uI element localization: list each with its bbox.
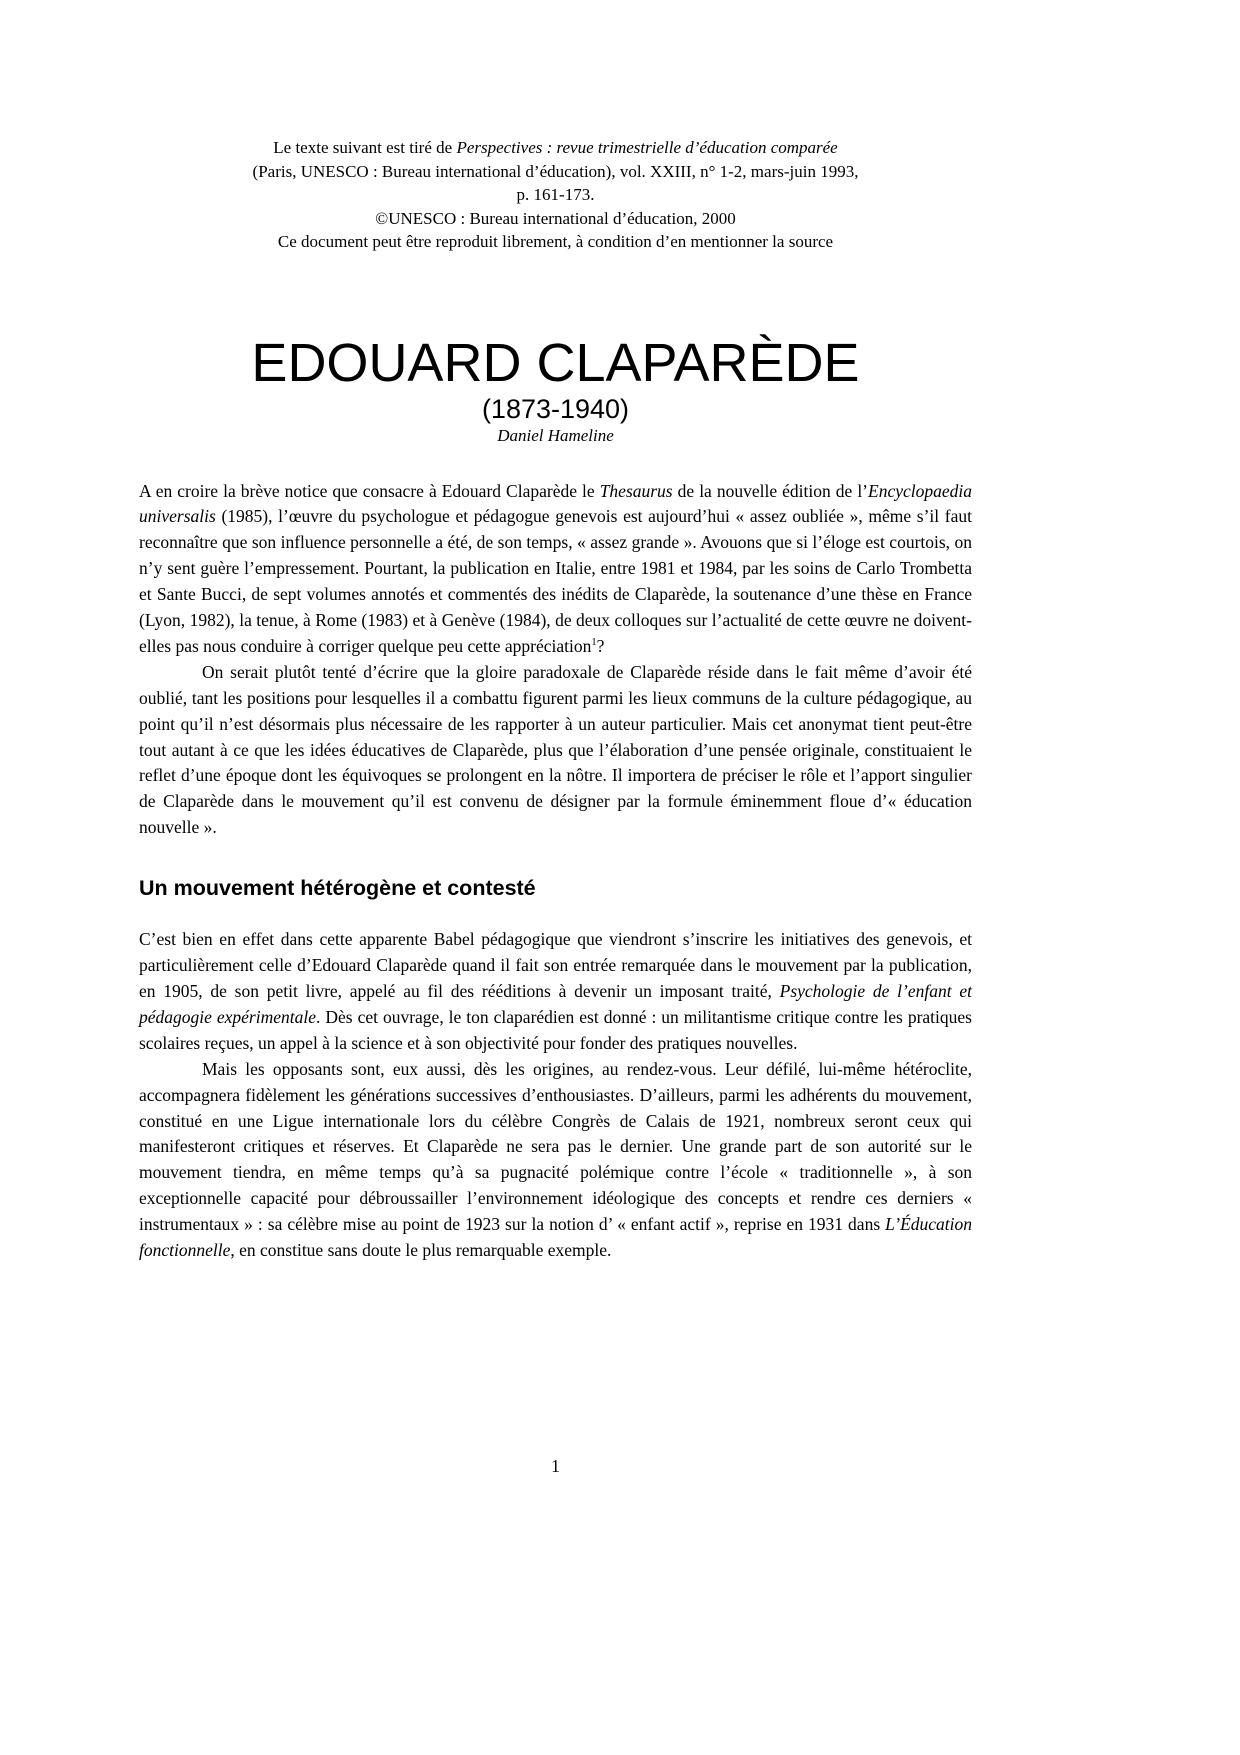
text-run: (Paris, UNESCO : Bureau international d’éducation), vol. XXIII, n° 1-2, mars-juin 1993, bbox=[252, 161, 859, 181]
source-note-line bbox=[139, 230, 972, 254]
text-run: C’est bien en effet dans cette apparente Babel pédagogique que viendront s’inscrire les initiatives des genevois, et particulièrement celle d’Edouard Claparède quand il fait son entrée remarquée dans le mouvement par la publication, en 1905, de son petit livre, appelé au fil des rééditions à devenir un imposant traité, bbox=[139, 929, 972, 1001]
text-run: p. 161-173. bbox=[516, 185, 595, 204]
text-run: Ce document peut être reproduit librement, à condition d’en mentionner la source bbox=[277, 232, 834, 251]
italic-text: Perspectives : revue trimestrielle d’éducation comparée bbox=[456, 138, 838, 157]
document-body bbox=[139, 479, 972, 1264]
source-note-line bbox=[139, 183, 972, 207]
italic-text: Psychologie de l’enfant et pédagogie expérimentale bbox=[139, 981, 972, 1027]
text-run: A en croire la brève notice que consacre à Edouard Claparède le bbox=[139, 480, 600, 501]
paragraph bbox=[139, 660, 972, 841]
italic-text: Thesaurus bbox=[599, 480, 673, 501]
text-run: On serait plutôt tenté d’écrire que la gloire paradoxale de Claparède réside dans le fait même d’avoir été oublié, tant les positions pour lesquelles il a combattu figurent parmi les lieux communs de la culture pédagogique, au point qu’il n’est désormais plus nécessaire de les rapporter à un auteur particulier. Mais cet anonymat tient peut-être tout autant à ce que les idées éducatives de Claparède, plus que l’élaboration d’une pensée originale, constituaient le reflet d’une époque dont les équivoques se prolongent en la nôtre. Il importera de préciser le rôle et l’apport singulier de Claparède dans le mouvement qu’il est convenu de désigner par la formule éminemment floue d’« éducation nouvelle ». bbox=[139, 661, 972, 838]
source-note-line bbox=[139, 160, 972, 184]
source-note-line bbox=[139, 136, 972, 160]
text-run: (1985), l’œuvre du psychologue et pédagogue genevois est aujourd’hui « assez oubliée », même s’il faut reconnaître que son influence personnelle a été, de son temps, « assez grande ». Avouons que si l’éloge est courtois, on n’y sent guère l’empressement. Pourtant, la publication en Italie, entre 1981 et 1984, par les soins de Carlo Trombetta et Sante Bucci, de sept volumes annotés et commentés des inédits de Claparède, la soutenance d’une thèse en France (Lyon, 1982), la tenue, à Rome (1983) et à Genève (1984), de deux colloques sur l’actualité de cette œuvre ne doivent-elles pas nous conduire à corriger quelque peu cette appréciation bbox=[139, 506, 972, 656]
paragraph bbox=[139, 1057, 972, 1264]
article-author: Daniel Hameline bbox=[497, 425, 614, 445]
text-run: ©UNESCO : Bureau international d’éducation, 2000 bbox=[375, 208, 736, 228]
text-run: Mais les opposants sont, eux aussi, dès les origines, au rendez-vous. Leur défilé, lui-même hétéroclite, accompagnera fidèlement les générations successives d’enthousiastes. D’ailleurs, parmi les adhérents du mouvement, constitué en une Ligue internationale lors du célèbre Congrès de Calais de 1921, nombreux seront ceux qui manifesteront critiques et réserves. Et Claparède ne sera pas le dernier. Une grande part de son autorité sur le mouvement tiendra, en même temps qu’à sa pugnacité polémique contre l’école « traditionnelle », à son exceptionnelle capacité pour débroussailler l’environnement idéologique des concepts et rendre ces derniers « instrumentaux » : sa célèbre mise au point de 1923 sur la notion d’ « enfant actif », reprise en 1931 dans bbox=[139, 1058, 972, 1235]
article-title: EDOUARD CLAPARÈDE bbox=[251, 332, 860, 393]
text-run: , en constitue sans doute le plus remarquable exemple. bbox=[230, 1240, 612, 1261]
text-run: ? bbox=[596, 635, 605, 656]
article-years: (1873-1940) bbox=[481, 393, 630, 424]
source-note-line bbox=[139, 207, 972, 231]
section-heading: Un mouvement hétérogène et contesté bbox=[139, 876, 536, 901]
paragraph bbox=[139, 927, 972, 1057]
page-number: 1 bbox=[551, 1456, 560, 1476]
footnote-ref: 1 bbox=[591, 637, 597, 649]
italic-text: Encyclopaedia universalis bbox=[139, 480, 972, 527]
paragraph bbox=[139, 479, 972, 660]
text-run: . Dès cet ouvrage, le ton claparédien est donné : un militantisme critique contre les pratiques scolaires reçues, un appel à la science et à son objectivité pour fonder des pratiques nouvelles. bbox=[139, 1006, 972, 1053]
source-note bbox=[139, 136, 972, 254]
text-run: de la nouvelle édition de l’ bbox=[672, 480, 869, 501]
italic-text: L’Éducation fonctionnelle bbox=[139, 1214, 972, 1261]
text-run: Le texte suivant est tiré de bbox=[273, 138, 457, 157]
